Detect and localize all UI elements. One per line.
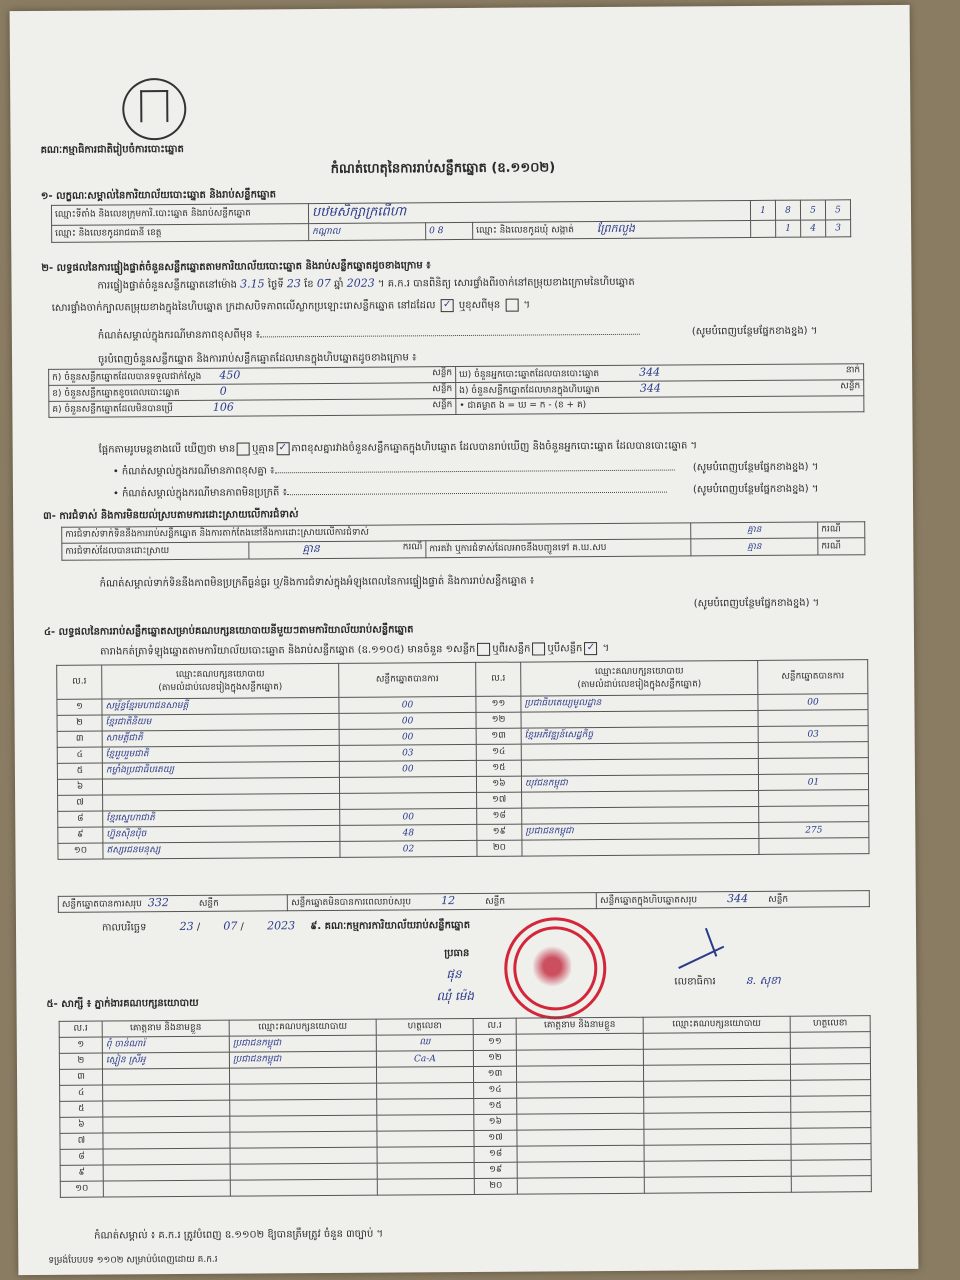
witness-signature (791, 1144, 871, 1161)
three-sheets-checkbox[interactable]: ✓ (584, 642, 597, 655)
count-time: 3.15 (240, 277, 265, 291)
witness-name (103, 1180, 230, 1197)
witness-signature: ឈ (376, 1034, 473, 1051)
witness-signature (377, 1082, 474, 1099)
date-label: កាលបរិច្ឆេទ (101, 922, 147, 934)
year-label: ឆ្នាំ (333, 278, 344, 290)
month-label: ខែ (304, 279, 314, 291)
code-digit: 5 (825, 200, 850, 220)
count-month: 07 (316, 276, 331, 291)
party-votes: 03 (758, 726, 868, 743)
ng-label: ង) ចំនួនសន្លឹកឆ្នោតដែលមានក្នុងហិបឆ្នោត (459, 385, 600, 397)
form-sheet (10, 5, 919, 1275)
s3-hint: (សូមបំពេញបន្ថែមផ្នែកខាងខ្នង) ។ (693, 597, 820, 610)
row-no: ៨ (60, 1149, 103, 1165)
witness-name (517, 1113, 644, 1130)
witness-party (229, 1067, 376, 1084)
col-party: ឈ្មោះគណបក្សនយោបាយ (175, 668, 265, 680)
secretary-hw: ន. សុខា (745, 973, 781, 988)
row-no: ១៩ (474, 1162, 517, 1178)
witness-signature (790, 1032, 870, 1049)
gh-label: ឃ) ចំនួនអ្នកបោះឆ្នោតដែលបានបោះឆ្នោត (459, 369, 600, 381)
col-sig: ហត្ថលេខា (376, 1018, 473, 1035)
witness-party (644, 1176, 791, 1193)
s4-line-text: តារាងកត់ត្រាទំឡុងឆ្នោតតាមការិយាល័យបោះឆ្នោត និងរាប់សន្លឹកឆ្នោត (ឧ.១១០៥) មានចំនួន ១សន្លឹក (100, 643, 476, 658)
party-votes (340, 792, 477, 809)
two-sheets-label: ឬពីរសន្លឹក (492, 643, 531, 655)
witness-signature (791, 1096, 871, 1113)
witness-signature (377, 1098, 474, 1115)
section3-heading: ៣- ការជំទាស់ និងការមិនយល់ស្របតាមការដោះស្រាយលើការជំទាស់ (43, 509, 299, 522)
two-sheets-checkbox[interactable] (532, 642, 545, 655)
tot3-value: 344 (727, 892, 749, 906)
s1-commune: ព្រែកលួង (596, 221, 636, 236)
witness-name: ពុំ ចាន់ណារ៉ (102, 1036, 229, 1053)
s3-table (61, 521, 865, 561)
unit-label: សន្លឹក (432, 400, 453, 411)
s3-r2b-value: គ្មាន (691, 538, 818, 556)
row-no: ១១ (473, 1034, 516, 1050)
party-votes: 00 (340, 808, 477, 825)
col-name: គោត្តនាម និងនាមខ្លួន (102, 1020, 229, 1037)
s2-note1-text: កំណត់សម្គាល់ក្នុងករណីមានភាពខុសពីមុន ៖ (97, 329, 261, 342)
one-sheet-checkbox[interactable] (477, 642, 490, 655)
unit-label: សន្លឹក (485, 896, 506, 907)
date-line: កាលបរិច្ឆេទ 23 / 07 / 2023 ៩. គណៈកម្មការការិយាល័យរាប់សន្លឹកឆ្នោត (101, 919, 471, 934)
sign-year: 2023 (267, 919, 296, 933)
col-no: ល.រ (473, 1018, 516, 1034)
party-name: ឥស្សរជនមនុស្ស (103, 841, 340, 859)
col-party: ឈ្មោះគណបក្សនយោបាយ (229, 1019, 376, 1036)
s2-line2: សោរផ្ទាំងចាក់ក្បាលតម្រុយខាងក្នុងនៃហិបឆ្នោត ក្រដាសបិទភាពលើស្លាកប្រឡោះរោសន្លឹកឆ្នោត នៅដដែល ✓ ឬខុសពីមុន ។ (51, 298, 531, 314)
chair-label: ប្រធាន (444, 947, 470, 960)
party-votes (339, 776, 476, 793)
changed-label: ឬខុសពីមុន (458, 299, 501, 312)
count-day: 23 (286, 277, 301, 291)
party-name: សាមគ្គីជាតិ (102, 729, 339, 747)
witness-name (517, 1097, 644, 1114)
tot1-label: សន្លឹកឆ្នោតបានការសរុប (61, 899, 142, 910)
party-votes: 00 (339, 696, 476, 713)
witness-signature (791, 1112, 871, 1129)
row-no: ៤ (60, 1085, 103, 1101)
party-name (522, 790, 759, 808)
party-votes: 01 (758, 774, 868, 791)
col-party: ឈ្មោះគណបក្សនយោបាយ (643, 1016, 790, 1033)
party-votes: 00 (339, 760, 476, 777)
s2-note1 (98, 325, 640, 344)
code-digit: 8 (775, 200, 800, 220)
party-votes: 03 (339, 744, 476, 761)
witness-signature (791, 1176, 871, 1193)
s2-intro: ចូរបំពេញចំនួនសន្លឹកឆ្នោត និងការរាប់សន្លឹកឆ្នោតដែលមានក្នុងហិបឆ្នោតដូចខាងក្រោម ៖ (97, 352, 417, 366)
party-votes (759, 806, 869, 823)
case-label: ករណី (402, 542, 423, 553)
party-votes: 02 (340, 840, 477, 857)
witness-signature (377, 1130, 474, 1147)
party-name (102, 777, 339, 795)
witness-signature: Ca-A (376, 1050, 473, 1067)
sign-committee: ៩. គណៈកម្មការការិយាល័យរាប់សន្លឹកឆ្នោត (310, 919, 471, 933)
s2-line2-text: សោរផ្ទាំងចាក់ក្បាលតម្រុយខាងក្នុងនៃហិបឆ្នោត ក្រដាសបិទភាពលើស្លាកប្រឡោះរោសន្លឹកឆ្នោត នៅដដែល (51, 300, 436, 314)
s1-label-3: ឈ្មោះ និងលេខកូដឃុំ សង្កាត់ (476, 225, 574, 236)
unit-label: សន្លឹក (198, 898, 219, 909)
section2-heading: ២- លទ្ធផលនៃការផ្ទៀងផ្ទាត់ចំនួនសន្លឹកឆ្នោតតាមការិយាល័យបោះឆ្នោត និងរាប់សន្លឹកឆ្នោតដូចខាងក្រោម ៖ (41, 260, 431, 274)
row-no: ១១ (476, 696, 521, 712)
s2-bullet2 (113, 483, 667, 502)
s2-line1-end: ។ គ.ក.រ បានពិនិត្យ សោរផ្ទាំងពីរចាក់នៅតម្រុយខាងក្រោមនៃហិបឆ្នោត (377, 276, 635, 290)
row-no: ៧ (58, 795, 103, 811)
witness-party (230, 1131, 377, 1148)
witness-name (517, 1081, 644, 1098)
witness-party (643, 1048, 790, 1065)
party-name: យុវជនកម្ពុជា (521, 774, 758, 792)
party-votes (758, 742, 868, 759)
unit-label: នាក់ (845, 365, 861, 376)
row-no: ១៨ (474, 1146, 517, 1162)
row-no: ១ (59, 1037, 102, 1053)
gh-value: 344 (639, 365, 661, 379)
unit-label: សន្លឹក (840, 381, 861, 392)
diff-no-checkbox[interactable]: ✓ (276, 442, 289, 455)
row-no: ២ (57, 715, 102, 731)
witness-name (102, 1068, 229, 1085)
row-no: ១៩ (477, 824, 522, 840)
party-name: ខ្មែរស្នេហាជាតិ (103, 809, 340, 827)
row-no: ៧ (60, 1133, 103, 1149)
g-label: គ) ចំនួនសន្លឹកឆ្នោតដែលមិនបានប្រើ (52, 404, 173, 415)
row-no: ១៦ (476, 776, 521, 792)
witness-party (643, 1032, 790, 1049)
count-year: 2023 (346, 276, 375, 290)
party-name: សម្ព័ន្ធខ្មែរមហាជនសាមគ្គី (102, 697, 339, 715)
diff-or: ឬគ្មាន (252, 443, 275, 455)
row-no: ៣ (57, 731, 102, 747)
s3-note: កំណត់សម្គាល់ទាក់ទិននឹងភាពមិនប្រក្រតីធ្ងន់ធ្ងរ ឬ/និងការជំទាស់ក្នុងអំឡុងពេលនៃការផ្ទៀងផ្ទាត់ និងការរាប់សន្លឹកឆ្នោត ៖ (99, 575, 535, 590)
s2-diff-line (99, 438, 698, 457)
witness-party: ប្រជាជនកម្ពុជា (229, 1051, 376, 1068)
col-no: ល.រ (57, 665, 102, 699)
col-votes: សន្លឹកឆ្នោតបានការ (339, 662, 476, 697)
witness-signature (377, 1146, 474, 1163)
col-party-sub: (តាមលំដាប់លេខរៀងក្នុងសន្លឹកឆ្នោត) (577, 678, 702, 690)
row-no: ១៧ (477, 792, 522, 808)
s3-r2b-label: ការតវ៉ា ឬការជំទាស់ដែលអាចនឹងបញ្ជូនទៅ គ.ឃ.សប (426, 539, 691, 558)
official-seal-icon (504, 917, 607, 1020)
tot1-value: 332 (147, 896, 169, 910)
secretary-signature-icon (678, 946, 724, 969)
b1-text: • កំណត់សម្គាល់ក្នុងករណីមានភាពខុសគ្នា ៖ (112, 465, 275, 478)
row-no: ៩ (60, 1165, 103, 1181)
unit-label: សន្លឹក (768, 894, 789, 905)
unit-label: សន្លឹក (432, 384, 453, 395)
three-sheets-label: ឬបីសន្លឹក (547, 643, 583, 655)
x-label: ខ) ចំនួនសន្លឹកឆ្នោតខូចពេលបោះឆ្នោត (52, 387, 180, 399)
witness-party (230, 1147, 377, 1164)
g-value: 106 (212, 400, 234, 414)
row-no: ២០ (474, 1178, 517, 1194)
party-name: កម្លាំងប្រជាធិបតេយ្យ (102, 761, 339, 779)
party-name (522, 838, 759, 856)
witness-name (103, 1132, 230, 1149)
s3-r2-value: គ្មាន (302, 542, 320, 556)
k-value: 450 (219, 368, 241, 382)
party-votes (758, 758, 868, 775)
witness-signature (377, 1178, 474, 1195)
witness-name (103, 1084, 230, 1101)
footer-note: កំណត់សម្គាល់ ៖ គ.ក.រ ត្រូវបំពេញ ឧ.១១០២ ឱ្យបានត្រឹមត្រូវ ចំនួន ៣ច្បាប់ ។ (94, 1228, 384, 1242)
day-label: ថ្ងៃទី (267, 279, 284, 291)
form-title: កំណត់ហេតុនៃការរាប់សន្លឹកឆ្នោត (ឧ.១១០២) (330, 160, 556, 177)
col-party: ឈ្មោះគណបក្សនយោបាយ (594, 665, 684, 677)
witness-party (644, 1096, 791, 1113)
party-name: ខ្មែរជាតិនិយម (102, 713, 339, 731)
witness-signature (377, 1114, 474, 1131)
witness-signature (791, 1128, 871, 1145)
committee-name: គណៈ​កម្មាធិការជាតិរៀបចំការបោះឆ្នោត (40, 143, 184, 156)
witness-party (643, 1064, 790, 1081)
witness-signature (790, 1064, 870, 1081)
row-no: ១២ (473, 1050, 516, 1066)
nec-emblem-icon (122, 78, 186, 140)
s2-bullet1 (113, 461, 675, 480)
witness-signature (790, 1048, 870, 1065)
s1-value-1: បឋមសិក្សាក្រពើហា (308, 200, 750, 223)
chair-sign-hw: ផុន (446, 967, 462, 982)
secretary-line (674, 974, 780, 991)
col-votes: សន្លឹកឆ្នោតបានការ (758, 660, 868, 695)
party-votes (759, 838, 869, 855)
s2-line1 (97, 275, 634, 294)
row-no: ១៤ (476, 744, 521, 760)
party-name: ហ្វ៊ុនស៊ិនប៉ិច (103, 825, 340, 843)
witness-signature (791, 1080, 871, 1097)
witness-party: ប្រជាជនកម្ពុជា (229, 1035, 376, 1052)
chair-name-hw: ឈុំ ម៉េង (436, 988, 475, 1004)
tot2-label: សន្លឹកឆ្នោតមិនបានការពេលរាប់សរុប (291, 897, 412, 909)
witness-table (59, 1015, 872, 1198)
ng-value: 344 (639, 381, 661, 395)
col-no: ល.រ (476, 662, 521, 696)
row-no: ១៣ (473, 1066, 516, 1082)
row-no: ១៨ (477, 808, 522, 824)
row-no: ១០ (58, 843, 103, 859)
b2-text: • កំណត់សម្គាល់ក្នុងករណីមានភាពមិនប្រក្រតី ៖ (112, 487, 287, 500)
col-sig: ហត្ថលេខា (790, 1016, 870, 1033)
witness-name (517, 1177, 644, 1194)
code-digit: 0 (429, 226, 435, 237)
party-name: ប្រជាធិបតេយ្យមូលដ្ឋាន (521, 694, 758, 712)
party-name (522, 806, 759, 824)
tot3-label: សន្លឹកឆ្នោតក្នុងហិបឆ្នោតសរុប (599, 895, 698, 907)
witness-signature (376, 1066, 473, 1083)
s1-label-1: ឈ្មោះ​ទីតាំង និងលេខ​ក្រុមការិ.បោះឆ្នោត និងរាប់សន្លឹកឆ្នោត (51, 204, 308, 226)
party-votes (759, 790, 869, 807)
results-table (56, 659, 869, 860)
witness-name (516, 1049, 643, 1066)
diff-yes-checkbox[interactable] (237, 442, 250, 455)
witness-name (516, 1033, 643, 1050)
row-no: ១០ (60, 1181, 103, 1197)
s2-note1-hint: (សូមបំពេញបន្ថែមផ្នែកខាងខ្នង) ។ (691, 325, 818, 338)
witness-party (230, 1099, 377, 1116)
witness-signature (791, 1160, 871, 1177)
totals-table (58, 890, 870, 913)
witness-party (230, 1083, 377, 1100)
code-digit: 3 (826, 220, 851, 237)
sign-month: 07 (223, 919, 238, 933)
party-votes: 275 (759, 822, 869, 839)
footer-bottom: ទម្រង់បែបបទ ១១០២ សម្រាប់បំពេញដោយ គ.ក.រ (48, 1254, 218, 1266)
party-votes: 00 (339, 728, 476, 745)
diff-text: ផ្អែកតាមរូបមន្តខាងលើ ឃើញថា មាន (98, 443, 236, 456)
party-votes (758, 710, 868, 727)
changed-checkbox[interactable] (505, 298, 518, 311)
witness-party (230, 1115, 377, 1132)
row-no: ១៥ (476, 760, 521, 776)
s2-bullet1-hint: (សូមបំពេញបន្ថែមផ្នែកខាងខ្នង) ។ (692, 461, 819, 474)
party-votes: 48 (340, 824, 477, 841)
section1-heading: ១- លក្ខណៈ​សម្គាល់​នៃការិយាល័យបោះឆ្នោត និងរាប់សន្លឹកឆ្នោត (40, 189, 277, 202)
witness-party (644, 1112, 791, 1129)
case-label: ករណី (818, 538, 865, 555)
row-no: ៣ (59, 1069, 102, 1085)
s2-bullet2-hint: (សូមបំពេញបន្ថែមផ្នែកខាងខ្នង) ។ (692, 483, 819, 496)
witness-name (516, 1065, 643, 1082)
code-digit: 1 (776, 220, 801, 237)
row-no: ៩ (58, 827, 103, 843)
s3-r1-value: គ្មាន (691, 522, 818, 539)
col-name: គោត្តនាម និងនាមខ្លួន (516, 1017, 643, 1034)
s3-r2-label: ការជំទាស់ដែលបានដោះស្រាយ (65, 545, 170, 557)
witness-party (644, 1080, 791, 1097)
witness-party (644, 1160, 791, 1177)
witness-name (103, 1100, 230, 1117)
col-party-sub: (តាមលំដាប់លេខរៀងក្នុងសន្លឹកឆ្នោត) (158, 681, 283, 693)
row-no: ៦ (60, 1117, 103, 1133)
row-no: ១ (57, 699, 102, 715)
witness-name (517, 1129, 644, 1146)
party-name: ខ្មែរអភិវឌ្ឍន៍សេដ្ឋកិច្ច (521, 726, 758, 744)
row-no: ៨ (58, 811, 103, 827)
row-no: ២ (59, 1053, 102, 1069)
party-name (103, 793, 340, 811)
code-digit: 1 (750, 200, 775, 220)
section1-table (51, 199, 851, 243)
witness-party (644, 1128, 791, 1145)
row-no: ២០ (477, 840, 522, 856)
party-name (521, 742, 758, 760)
row-no: ៥ (57, 763, 102, 779)
party-name (521, 710, 758, 728)
unit-label: សន្លឹក (432, 368, 453, 379)
tot2-value: 12 (441, 894, 456, 908)
witness-party (644, 1144, 791, 1161)
s1-province: កណ្តាល (309, 223, 426, 241)
s2-counts-table (48, 363, 864, 418)
row-no: ៦ (57, 779, 102, 795)
k-label: ក) ចំនួនសន្លឹកឆ្នោតដែលបានទទួលជាក់ស្តែង (52, 371, 202, 383)
diff-rest: ភាពខុសគ្នារវាងចំនួនសន្លឹកឆ្នោតក្នុងហិបឆ្នោត ដែលបានរាប់ឃើញ និងចំនួនអ្នកបោះឆ្នោត ដែលបានបោះឆ្នោត ។ (291, 440, 698, 455)
s3-r1-label: ការជំទាស់ទាក់ទិននឹងការរាប់សន្លឹកឆ្នោត និងការតាក់តែងនៅនឹងការដោះស្រាយលើការជំទាស់ (62, 523, 691, 543)
party-name: ខ្មែររួបរួមជាតិ (102, 745, 339, 763)
col-no: ល.រ (59, 1021, 102, 1037)
witness-name: ស្មៀន ស្រីអូ (102, 1052, 229, 1069)
x-value: 0 (219, 384, 227, 398)
party-votes: 00 (339, 712, 476, 729)
row-no: ៥ (60, 1101, 103, 1117)
code-digit: 4 (801, 220, 826, 237)
party-name: ប្រជាជនកម្ពុជា (522, 822, 759, 840)
unchanged-checkbox[interactable]: ✓ (441, 299, 454, 312)
witness-name (517, 1145, 644, 1162)
row-no: ១៣ (476, 728, 521, 744)
row-no: ១៦ (474, 1114, 517, 1130)
section4-heading: ៤- លទ្ធផលនៃការរាប់សន្លឹកឆ្នោតសម្រាប់គណបក្សនយោបាយនីមួយៗតាមការិយាល័យរាប់សន្លឹកឆ្នោត (43, 624, 414, 638)
witness-party (230, 1163, 377, 1180)
s2-line1-text: ការផ្ទៀងផ្ទាត់ចំនួនសន្លឹកឆ្នោតនៅម៉ោង (97, 279, 238, 292)
row-no: ១៥ (474, 1098, 517, 1114)
party-votes: 00 (758, 694, 868, 711)
section5-heading: ៥- សាក្សី ៖ ភ្នាក់ងារគណបក្សនយោបាយ (46, 997, 199, 1010)
witness-name (103, 1164, 230, 1181)
witness-signature (377, 1162, 474, 1179)
s4-line: តារាងកត់ត្រាទំឡុងឆ្នោតតាមការិយាល័យបោះឆ្នោត និងរាប់សន្លឹកឆ្នោត (ឧ.១១០៥) មានចំនួន ១សន្លឹក ឬពីរសន្លឹក ឬបីសន្លឹក ✓ ។ (100, 641, 610, 658)
witness-name (517, 1161, 644, 1178)
witness-party (230, 1179, 377, 1196)
witness-name (103, 1148, 230, 1165)
code-digit: 5 (800, 200, 825, 220)
row-no: ១៤ (474, 1082, 517, 1098)
witness-name (103, 1116, 230, 1133)
party-name (521, 758, 758, 776)
row-no: ១៧ (474, 1130, 517, 1146)
secretary-label: លេខាធិការ (674, 976, 716, 988)
code-digit: 8 (437, 226, 444, 237)
formula: • ជាគម្លាត ង = ឃ = ក - (ខ + គ) (456, 396, 864, 415)
s1-label-2: ឈ្មោះ និងលេខកូដរាជធានី ខេត្ត (52, 224, 309, 243)
sign-day: 23 (179, 919, 194, 933)
row-no: ១២ (476, 712, 521, 728)
row-no: ៤ (57, 747, 102, 763)
case-label: ករណី (818, 522, 865, 538)
